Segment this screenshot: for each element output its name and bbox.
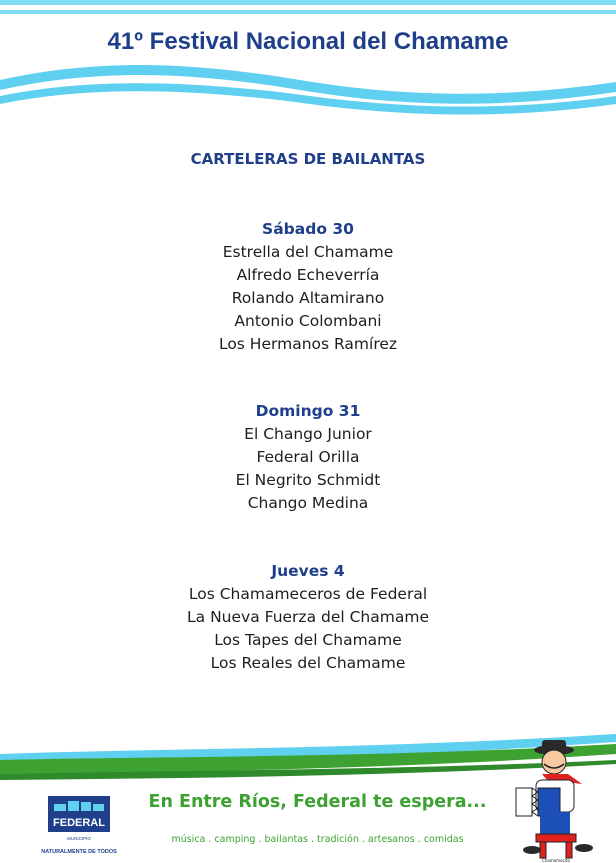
- artist-item: Estrella del Chamame: [222, 243, 394, 261]
- artist-item: Los Reales del Chamame: [210, 654, 406, 672]
- artist-item: El Chango Junior: [244, 425, 372, 443]
- artist-item: Los Hermanos Ramírez: [218, 335, 398, 353]
- artist-item: Los Chamameceros de Federal: [188, 585, 428, 603]
- top-wave-decoration: [0, 0, 616, 120]
- artist-item: Antonio Colombani: [234, 312, 382, 330]
- footer-slogan: En Entre Ríos, Federal te espera...: [148, 792, 487, 812]
- artist-item: El Negrito Schmidt: [235, 471, 381, 489]
- artist-item: Chango Medina: [247, 494, 369, 512]
- section-heading: CARTELERAS DE BAILANTAS: [190, 150, 426, 168]
- artist-item: Federal Orilla: [256, 448, 360, 466]
- accordion-icon: [516, 788, 560, 816]
- artist-item: La Nueva Fuerza del Chamame: [187, 608, 429, 626]
- day-group-domingo: [0, 400, 616, 515]
- artist-item: Rolando Altamirano: [231, 289, 385, 307]
- day-title: Domingo 31: [255, 402, 361, 420]
- artist-item: Los Tapes del Chamame: [214, 631, 402, 649]
- day-group-sabado: [0, 218, 616, 356]
- day-group-jueves: [0, 560, 616, 675]
- artist-item: Alfredo Echeverría: [236, 266, 380, 284]
- mascot-signature: Chamamecito: [542, 858, 570, 863]
- logo-tagline: NATURALMENTE DE TODOS: [41, 849, 117, 855]
- logo-name: FEDERAL: [53, 817, 105, 829]
- day-title: Jueves 4: [271, 562, 345, 580]
- federal-logo: [41, 796, 117, 858]
- accordion-player-icon: [496, 738, 616, 863]
- footer-services: música . camping . bailantas . tradición . artesanos . comidas: [171, 834, 464, 845]
- day-title: Sábado 30: [262, 220, 354, 238]
- logo-subtitle: MUNICIPIO: [67, 836, 91, 841]
- page-title: 41º Festival Nacional del Chamame: [107, 28, 509, 55]
